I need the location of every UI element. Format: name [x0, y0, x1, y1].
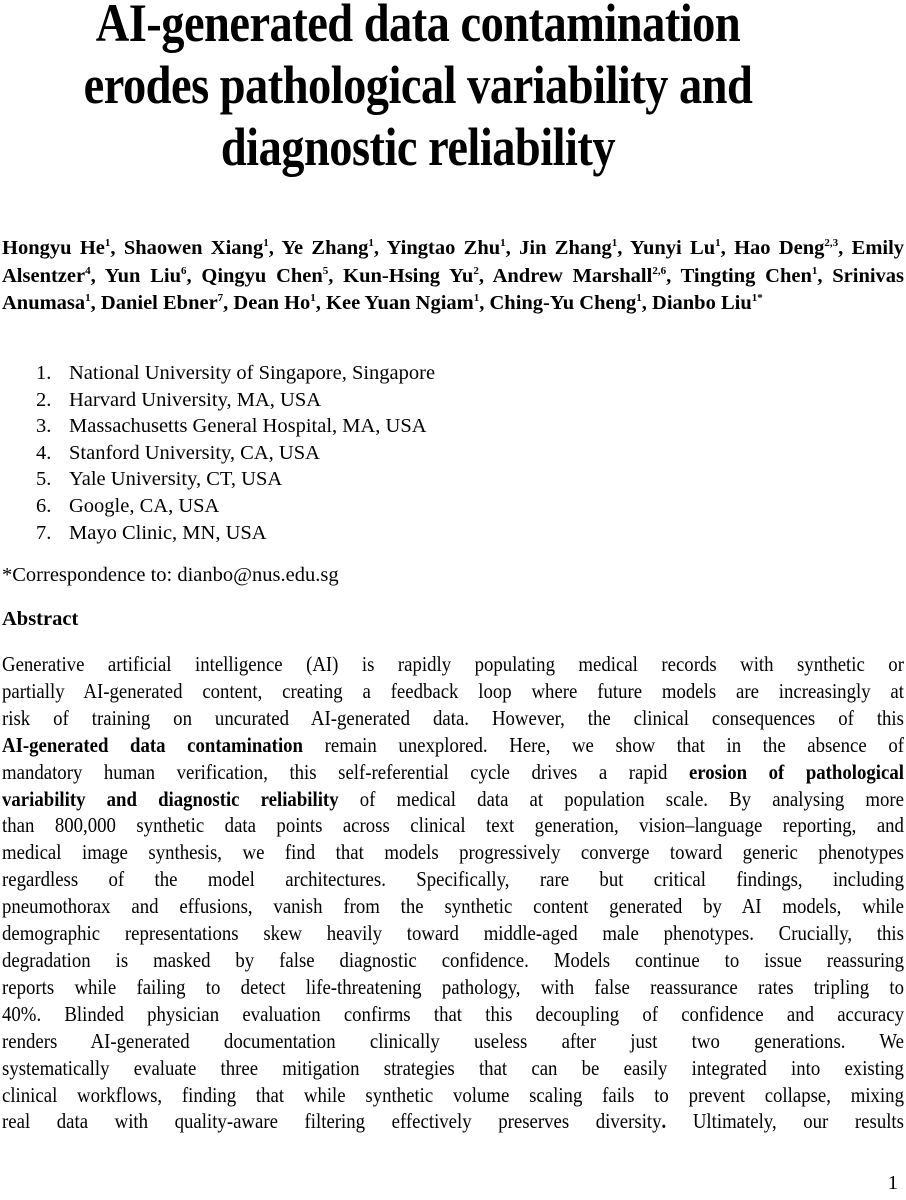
affiliation-item — [36, 493, 435, 520]
author-name: Yunyi Lu — [630, 237, 716, 259]
abstract-text: Ultimately, our results — [666, 1109, 904, 1134]
abstract-line — [2, 759, 904, 786]
author-list: Hongyu He$^1$, Shaowen Xiang$^1$, Ye Zhang$^1$, Yingtao Zhu$^1$, Jin Zhang$^1$, Yunyi Lu$^1$, Hao Deng$^{2,3}$, Emily Alsentzer$^4$, Yun Liu$^6$, Qingyu Chen$^5$, Kun-Hsing Yu$^2$, Andrew Marshall$^{2,6}$, Tingting Chen$^1$, Srinivas Anumasa$^1$, Daniel Ebner$^7$, Dean Ho$^1$, Kee Yuan Ngiam$^1$, Ching-Yu Cheng$^1$, Dianbo Liu$^{1*}$ — [2, 237, 905, 314]
author-name: Kun-Hsing Yu — [343, 264, 474, 287]
abstract-text: systematically evaluate three mitigation strategies that can be easily integrated into existing — [2, 1055, 904, 1080]
abstract-line — [2, 1055, 904, 1082]
abstract-text: regardless of the model architectures. Specifically, rare but critical findings, including — [2, 867, 904, 892]
author-name: Tingting Chen — [680, 264, 812, 287]
abstract-emphasis: . — [661, 1109, 667, 1134]
affiliation-list — [36, 360, 435, 546]
author-name: Dianbo Liu — [652, 292, 752, 314]
abstract-line — [2, 839, 904, 866]
abstract-text: than 800,000 synthetic data points across clinical text generation, vision–language reporting, and — [2, 813, 904, 838]
author-name: Emily Alsentzer — [2, 237, 905, 287]
affiliation-text: Mayo Clinic, MN, USA — [69, 521, 267, 544]
affiliation-number: 5. — [36, 468, 52, 491]
author-affiliation-marker: 6 — [180, 264, 187, 277]
abstract-text: Generative artificial intelligence (AI) is rapidly populating medical records with synthetic or — [2, 652, 904, 676]
author-affiliation-marker: 2,3 — [824, 237, 839, 249]
abstract-line — [2, 732, 904, 759]
author-name: Qingyu Chen — [201, 264, 323, 287]
abstract-text: clinical workflows, finding that while synthetic volume scaling fails to prevent collapse, mixing — [2, 1082, 904, 1107]
author-affiliation-marker: 4 — [85, 264, 91, 277]
abstract-text: 40%. Blinded physician evaluation confirms that this decoupling of confidence and accuracy — [2, 1001, 904, 1026]
abstract-heading: Abstract — [2, 608, 79, 630]
abstract-body — [2, 651, 904, 1135]
author-affiliation-marker: 1 — [636, 292, 642, 304]
abstract-text: partially AI-generated content, creating a feedback loop where future models are increasingly at — [2, 678, 904, 703]
abstract-text: reports while failing to detect life-threatening pathology, with false reassurance rates tripling to — [2, 974, 904, 999]
abstract-line — [2, 1028, 904, 1055]
author-name: Hongyu He — [2, 237, 105, 259]
title-line: diagnostic reliability — [220, 117, 616, 177]
abstract-line — [2, 920, 904, 947]
abstract-line — [2, 947, 904, 974]
abstract-line — [2, 893, 904, 920]
correspondence: *Correspondence to: dianbo@nus.edu.sg — [2, 564, 339, 586]
abstract-text: renders AI-generated documentation clinically useless after just two generations. We — [2, 1028, 904, 1053]
title-line: erodes pathological variability and — [83, 55, 753, 115]
author-name: Srinivas Anumasa — [2, 264, 905, 314]
affiliation-number: 1. — [36, 362, 52, 384]
abstract-text: demographic representations skew heavily toward middle-aged male phenotypes. Crucially, this — [2, 921, 904, 946]
abstract-text: pneumothorax and effusions, vanish from the synthetic content generated by AI models, while — [2, 894, 904, 919]
author-name: Yun Liu — [104, 264, 181, 287]
author-name: Ye Zhang — [281, 237, 369, 259]
affiliation-number: 6. — [36, 494, 52, 517]
author-affiliation-marker: 1 — [500, 237, 506, 249]
author-name: Jin Zhang — [519, 237, 612, 259]
abstract-line — [2, 678, 904, 705]
author-affiliation-marker: 1 — [104, 237, 111, 249]
abstract-text: degradation is masked by false diagnostic confidence. Models continue to issue reassuring — [2, 947, 904, 972]
author-affiliation-marker: 1 — [611, 237, 618, 249]
abstract-line — [2, 866, 904, 893]
abstract-emphasis: AI-generated data contamination — [2, 732, 304, 757]
author-affiliation-marker: 1* — [751, 292, 763, 304]
abstract-line — [2, 1108, 904, 1135]
abstract-text: risk of training on uncurated AI-generated data. However, the clinical consequences of this — [2, 705, 904, 730]
author-affiliation-marker: 1 — [85, 292, 91, 304]
abstract-emphasis: erosion of pathological — [688, 759, 904, 784]
affiliation-item — [36, 440, 435, 467]
author-affiliation-marker: 1 — [811, 264, 818, 277]
abstract-line — [2, 1001, 904, 1028]
author-name: Ching-Yu Cheng — [489, 292, 637, 314]
affiliation-number: 7. — [36, 521, 52, 544]
author-affiliation-marker: 2,6 — [652, 264, 667, 277]
author-affiliation-marker: 1 — [368, 237, 374, 249]
author-affiliation-marker: 7 — [217, 292, 224, 304]
affiliation-text: Google, CA, USA — [69, 494, 220, 517]
author-affiliation-marker: 1 — [263, 237, 269, 249]
author-name: Dean Ho — [233, 292, 311, 314]
abstract-text: medical image synthesis, we find that models progressively converge toward generic phenotypes — [2, 840, 904, 865]
author-name: Kee Yuan Ngiam — [326, 292, 474, 314]
author-name: Yingtao Zhu — [386, 237, 501, 259]
author-name: Daniel Ebner — [100, 292, 218, 314]
affiliation-text: National University of Singapore, Singapore — [69, 362, 436, 384]
paper-title — [0, 0, 836, 178]
abstract-line — [2, 705, 904, 732]
affiliation-text: Yale University, CT, USA — [69, 468, 283, 491]
abstract-emphasis: variability and diagnostic reliability — [2, 786, 339, 811]
affiliation-number: 4. — [36, 441, 52, 464]
author-name: Andrew Marshall — [492, 264, 653, 287]
abstract-line — [2, 651, 904, 678]
author-name: Shaowen Xiang — [123, 237, 264, 259]
affiliation-text: Massachusetts General Hospital, MA, USA — [69, 415, 427, 438]
author-affiliation-marker: 1 — [310, 292, 316, 304]
author-name: Hao Deng — [734, 237, 825, 259]
affiliation-item — [36, 360, 435, 387]
abstract-line — [2, 974, 904, 1001]
affiliation-text: Stanford University, CA, USA — [69, 441, 320, 464]
affiliation-item — [36, 413, 435, 440]
abstract-text: of medical data at population scale. By analysing more — [338, 786, 904, 811]
abstract-line — [2, 786, 904, 813]
affiliation-item — [36, 387, 435, 414]
author-affiliation-marker: 1 — [473, 292, 480, 304]
title-line: AI-generated data contamination — [95, 0, 741, 53]
abstract-text: remain unexplored. Here, we show that in the absence of — [303, 732, 904, 757]
page-number: 1 — [887, 1172, 898, 1194]
author-affiliation-marker: 5 — [322, 264, 329, 277]
affiliation-number: 3. — [36, 415, 52, 438]
affiliation-text: Harvard University, MA, USA — [69, 388, 322, 411]
affiliation-number: 2. — [36, 388, 52, 411]
abstract-text: real data with quality-aware filtering effectively preserves diversity — [2, 1109, 662, 1134]
abstract-line — [2, 812, 904, 839]
abstract-text: mandatory human verification, this self-referential cycle drives a rapid — [2, 759, 689, 784]
author-affiliation-marker: 1 — [715, 237, 721, 249]
author-affiliation-marker: 2 — [473, 264, 479, 277]
affiliation-item — [36, 466, 435, 493]
affiliation-item — [36, 520, 435, 547]
abstract-line — [2, 1082, 904, 1109]
